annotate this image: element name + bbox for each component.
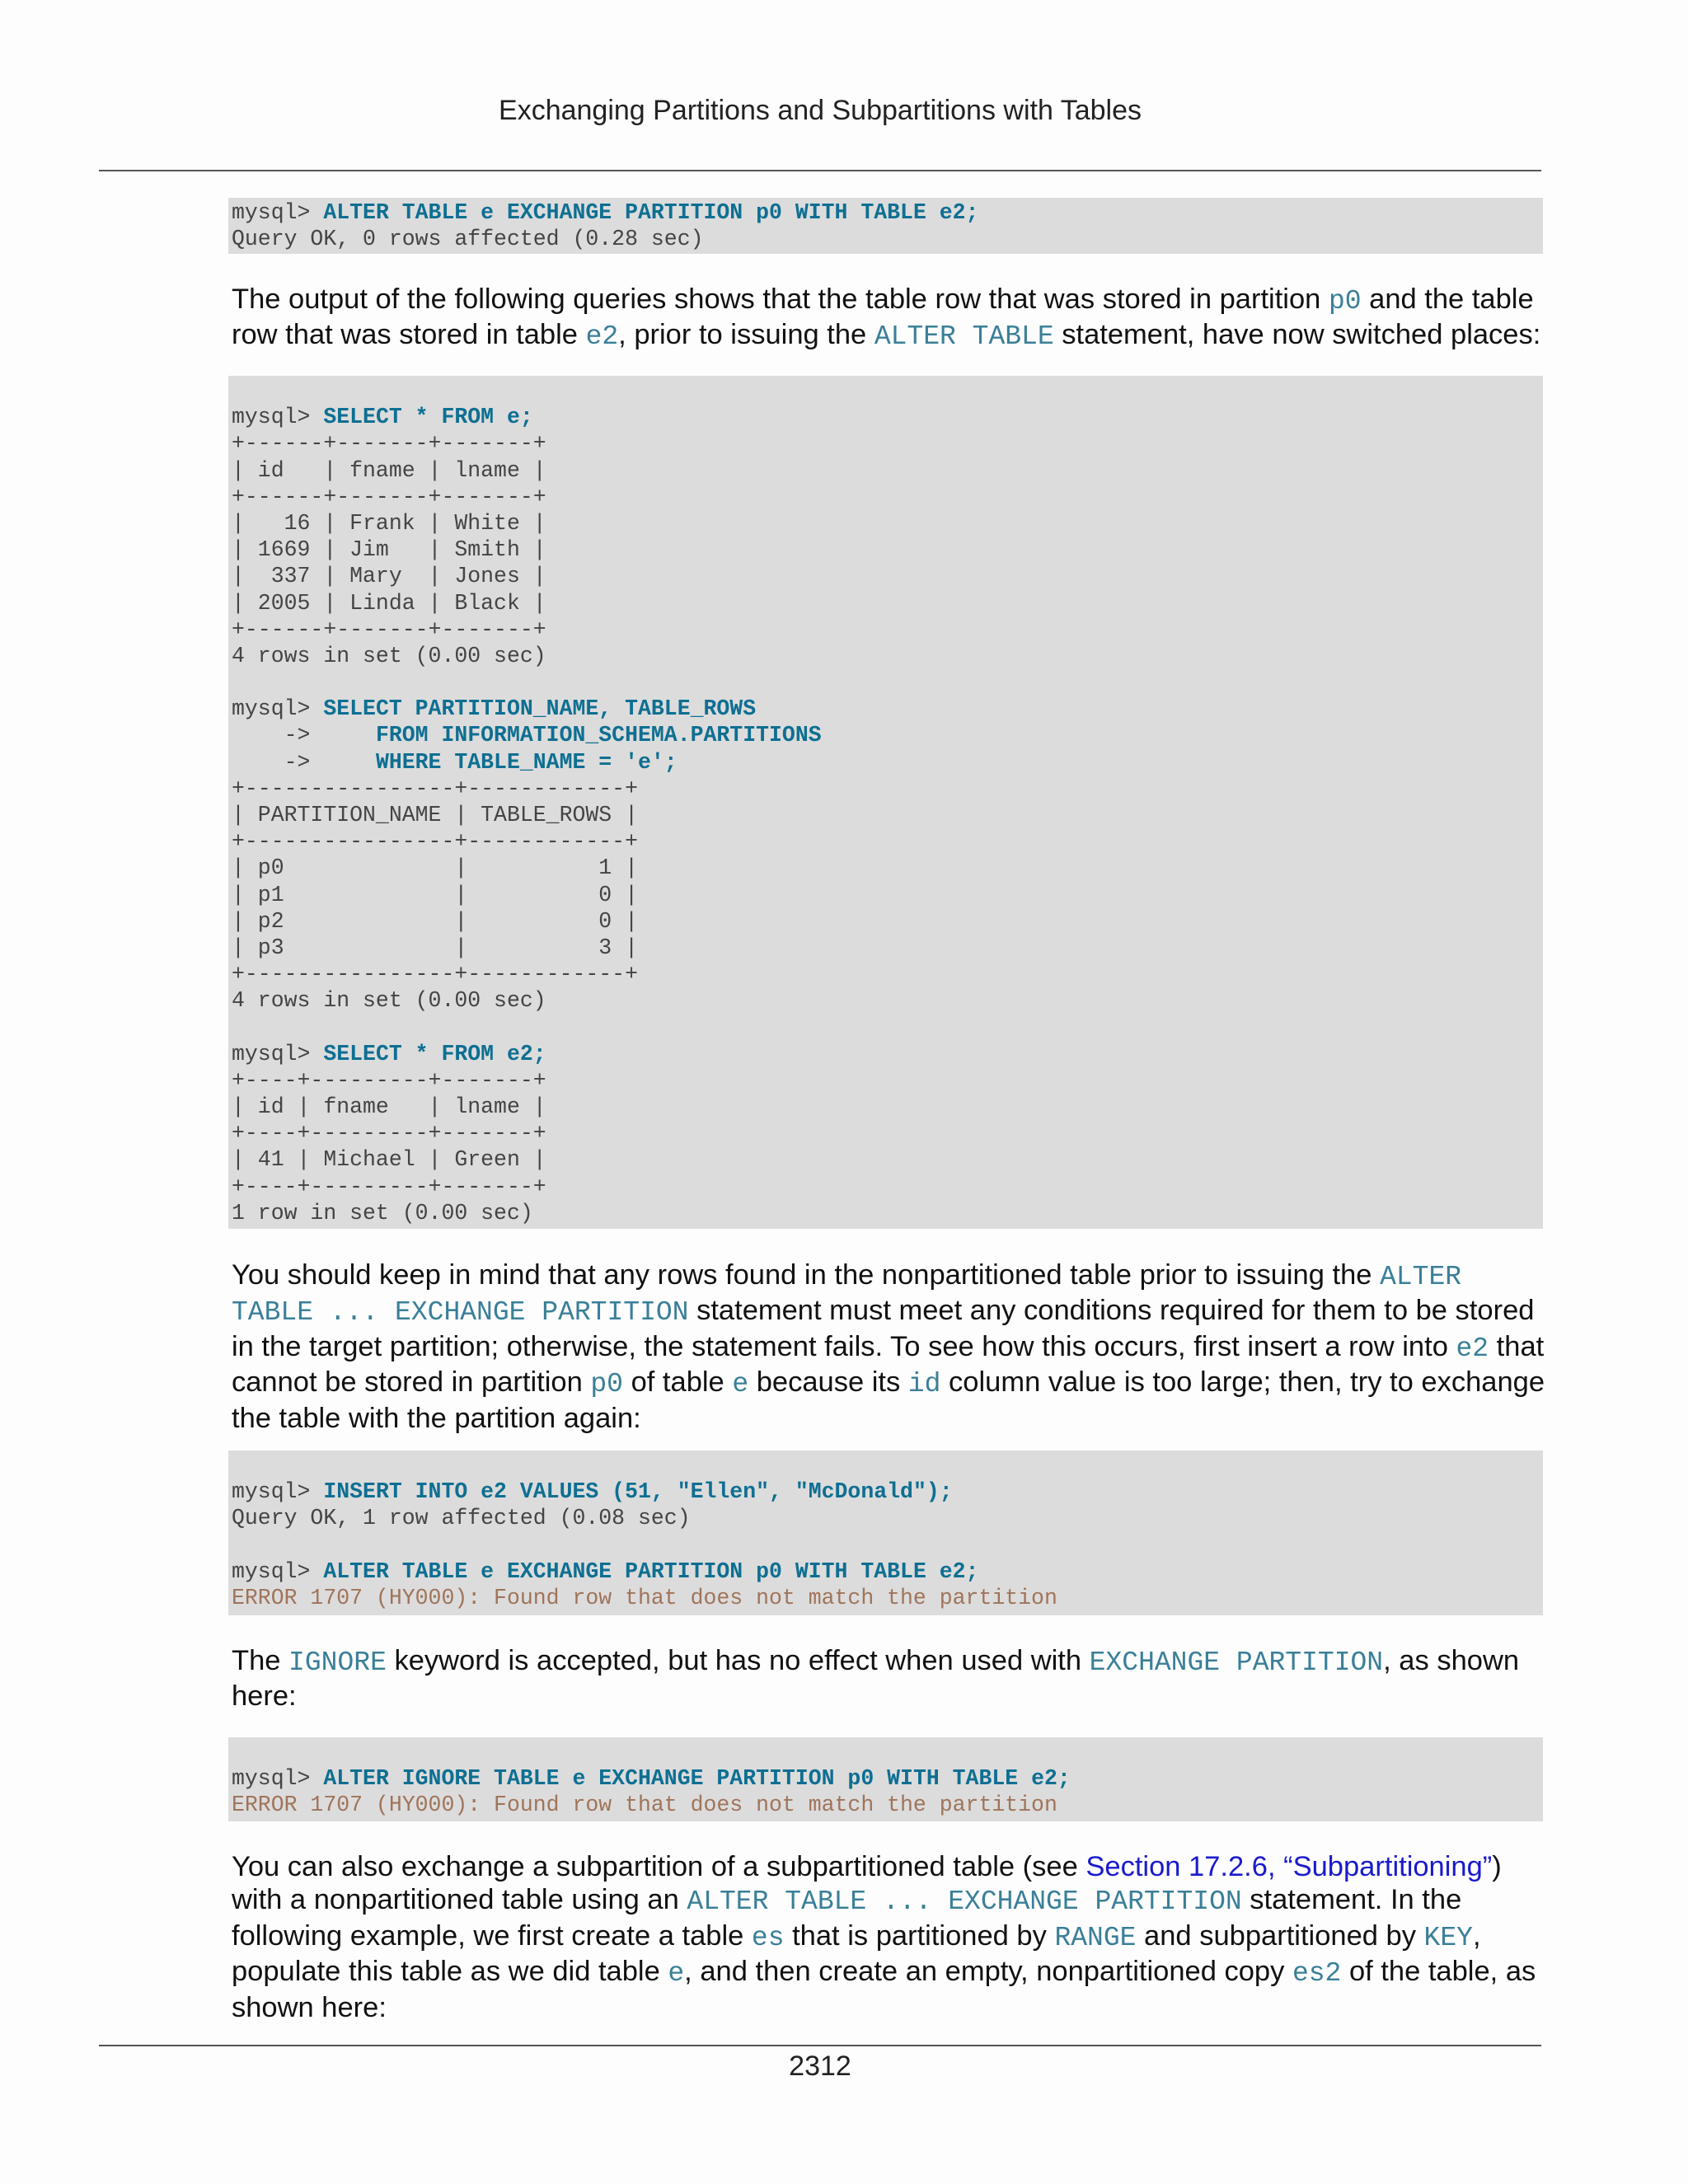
paragraph-text: column value is too large; then, try to exchange the table with the partition again: [232, 1366, 1545, 1434]
code-line [232, 1532, 1543, 1558]
code-output: +----------------+------------+ [232, 776, 638, 801]
section-link[interactable]: Section 17.2.6, “Subpartitioning” [1085, 1851, 1493, 1882]
inline-code: IGNORE [288, 1647, 387, 1678]
code-output: 4 rows in set (0.00 sec) [232, 643, 546, 668]
code-output: mysql> [232, 1479, 324, 1505]
code-output: | p2 | 0 | [232, 908, 638, 934]
code-line [232, 404, 1543, 430]
footer-rule [99, 2045, 1541, 2046]
code-output: Query OK, 1 row affected (0.08 sec) [232, 1506, 691, 1531]
paragraph-text: of table [622, 1366, 733, 1399]
code-line [232, 430, 1543, 457]
inline-code: p0 [590, 1369, 623, 1400]
code-line [232, 696, 1543, 722]
code-line [232, 882, 1543, 908]
paragraph-text: because its [748, 1366, 908, 1399]
paragraph-text: The [232, 1645, 289, 1676]
code-line [232, 199, 1543, 226]
code-output: | 337 | Mary | Jones | [232, 564, 546, 589]
inline-code: e [732, 1369, 749, 1400]
paragraph-text: , and then create an empty, nonpartitioned copy [684, 1956, 1292, 1988]
code-block-select-results [228, 376, 1543, 1229]
code-line [232, 537, 1543, 563]
code-output: mysql> [232, 696, 324, 722]
code-block-insert-error [228, 1451, 1543, 1615]
code-line [232, 961, 1543, 987]
inline-code: e2 [1456, 1333, 1489, 1364]
code-line [232, 563, 1543, 589]
code-output: | p0 | 1 | [232, 855, 638, 881]
code-line [232, 749, 1543, 776]
sql-command: SELECT * FROM e; [323, 405, 533, 430]
inline-code: ALTER TABLE ... EXCHANGE PARTITION [687, 1886, 1242, 1918]
paragraph-text: that cannot be stored in partition [232, 1330, 1545, 1399]
code-output: | id | fname | lname | [232, 457, 546, 483]
code-line [232, 722, 1543, 748]
code-line [232, 1479, 1543, 1505]
sql-command: SELECT PARTITION_NAME, TABLE_ROWS [323, 696, 757, 722]
inline-code: es [751, 1922, 785, 1953]
code-output: +------+-------+-------+ [232, 616, 546, 642]
code-line [232, 935, 1543, 961]
inline-code: EXCHANGE PARTITION [1089, 1647, 1384, 1678]
inline-code: id [907, 1369, 941, 1400]
code-output: | p1 | 0 | [232, 882, 638, 907]
paragraph-ignore-keyword [232, 1644, 1550, 1713]
code-line [232, 1558, 1543, 1585]
page-header-title: Exchanging Partitions and Subpartitions with Tables [499, 95, 1142, 126]
code-line [232, 802, 1543, 828]
code-line [232, 1120, 1543, 1146]
paragraph-text: statement must meet any conditions required for them to be stored in the target partition; otherwise, the statement fails. To see how this occurs, first insert a row into [232, 1295, 1535, 1362]
code-output: +------+-------+-------+ [232, 431, 546, 457]
inline-code: RANGE [1054, 1922, 1137, 1953]
code-line [232, 1067, 1543, 1094]
code-line [232, 1792, 1543, 1818]
code-line [232, 1041, 1543, 1067]
code-line [232, 510, 1543, 537]
code-output: +----+---------+-------+ [232, 1067, 546, 1093]
code-line [232, 987, 1543, 1014]
code-line [232, 1094, 1543, 1120]
paragraph-text: ) with a nonpartitioned table using an [232, 1851, 1502, 1916]
code-output: | 1669 | Jim | Smith | [232, 537, 546, 563]
code-line [232, 1015, 1543, 1041]
inline-code: es2 [1292, 1958, 1342, 1990]
code-output: mysql> [232, 405, 324, 430]
paragraph-text: and subpartitioned by [1136, 1919, 1424, 1952]
code-line [232, 855, 1543, 881]
paragraph-text: , prior to issuing the [618, 319, 874, 351]
code-output: | 41 | Michael | Green | [232, 1147, 546, 1173]
sql-command: FROM INFORMATION_SCHEMA.PARTITIONS [375, 723, 822, 748]
code-block-ignore-error [228, 1737, 1543, 1821]
inline-code: e [668, 1958, 685, 1990]
header-rule [99, 170, 1541, 171]
code-line [232, 1200, 1543, 1226]
code-line [232, 457, 1543, 484]
sql-command: WHERE TABLE_NAME = 'e'; [375, 749, 678, 775]
code-line [232, 643, 1543, 669]
code-output: +----+---------+-------+ [232, 1121, 546, 1146]
paragraph-text: statement, have now switched places: [1053, 319, 1541, 351]
code-line [232, 1765, 1543, 1792]
code-line [232, 1146, 1543, 1173]
code-output: mysql> [232, 1766, 324, 1792]
code-line [232, 616, 1543, 643]
paragraph-text: , as shown here: [232, 1645, 1520, 1713]
paragraph-text: You can also exchange a subpartition of a subpartitioned table (see [232, 1851, 1086, 1882]
paragraph-text: of the table, as shown here: [232, 1956, 1536, 2023]
code-line [232, 908, 1543, 935]
code-output: | id | fname | lname | [232, 1094, 546, 1120]
code-output: | p3 | 3 | [232, 935, 638, 960]
inline-code: ALTER TABLE [874, 321, 1054, 353]
code-output: | 16 | Frank | White | [232, 510, 546, 536]
paragraph-switched-places [232, 283, 1550, 354]
code-output: -> [232, 723, 376, 748]
inline-code: p0 [1328, 286, 1362, 316]
code-line [232, 1505, 1543, 1531]
code-output: | 2005 | Linda | Black | [232, 590, 546, 616]
code-line [232, 776, 1543, 802]
code-output: mysql> [232, 1041, 324, 1066]
code-line [232, 1739, 1543, 1765]
sql-command: ALTER IGNORE TABLE e EXCHANGE PARTITION p0 WITH TABLE e2; [323, 1766, 1071, 1792]
paragraph-conditions [232, 1258, 1550, 1435]
code-output: 4 rows in set (0.00 sec) [232, 988, 546, 1014]
code-output: mysql> [232, 1558, 324, 1584]
code-line [232, 377, 1543, 404]
code-line [232, 590, 1543, 616]
code-output: 1 row in set (0.00 sec) [232, 1200, 533, 1226]
code-line [232, 1585, 1543, 1611]
sql-command: SELECT * FROM e2; [323, 1041, 546, 1066]
sql-command: INSERT INTO e2 VALUES (51, "Ellen", "McDonald"); [323, 1479, 953, 1505]
error-message: ERROR 1707 (HY000): Found row that does not match the partition [232, 1793, 1057, 1818]
paragraph-text: that is partitioned by [784, 1919, 1055, 1952]
inline-code: e2 [585, 321, 619, 353]
sql-command: ALTER TABLE e EXCHANGE PARTITION p0 WITH TABLE e2; [323, 1558, 979, 1584]
code-line [232, 484, 1543, 510]
code-output: +----------------+------------+ [232, 829, 638, 855]
page-number: 2312 [789, 2050, 851, 2082]
paragraph-text: keyword is accepted, but has no effect when used with [386, 1645, 1090, 1676]
sql-command: ALTER TABLE e EXCHANGE PARTITION p0 WITH TABLE e2; [323, 200, 979, 225]
paragraph-text: and the table row that was stored in table [232, 284, 1534, 351]
code-output: +----+---------+-------+ [232, 1174, 546, 1199]
error-message: ERROR 1707 (HY000): Found row that does not match the partition [232, 1585, 1057, 1610]
paragraph-text: statement. In the following example, we first create a table [232, 1884, 1462, 1952]
code-output: mysql> [232, 200, 324, 225]
paragraph-subpartition [232, 1850, 1550, 2024]
code-line [232, 1452, 1543, 1479]
code-output: Query OK, 0 rows affected (0.28 sec) [232, 227, 704, 252]
code-output: +------+-------+-------+ [232, 484, 546, 509]
inline-code: KEY [1423, 1922, 1473, 1953]
paragraph-text: , populate this table as we did table [232, 1919, 1481, 1988]
code-block-exchange [228, 198, 1543, 254]
paragraph-text: The output of the following queries shows that the table row that was stored in partition [232, 284, 1329, 315]
code-output: -> [232, 749, 376, 775]
inline-code: ALTER TABLE ... EXCHANGE PARTITION [232, 1262, 1462, 1329]
code-output: +----------------+------------+ [232, 962, 638, 987]
code-output: | PARTITION_NAME | TABLE_ROWS | [232, 803, 638, 827]
code-line [232, 669, 1543, 696]
code-line [232, 828, 1543, 855]
code-line [232, 226, 1543, 252]
code-line [232, 1174, 1543, 1200]
paragraph-text: You should keep in mind that any rows found in the nonpartitioned table prior to issuing the [232, 1259, 1381, 1291]
